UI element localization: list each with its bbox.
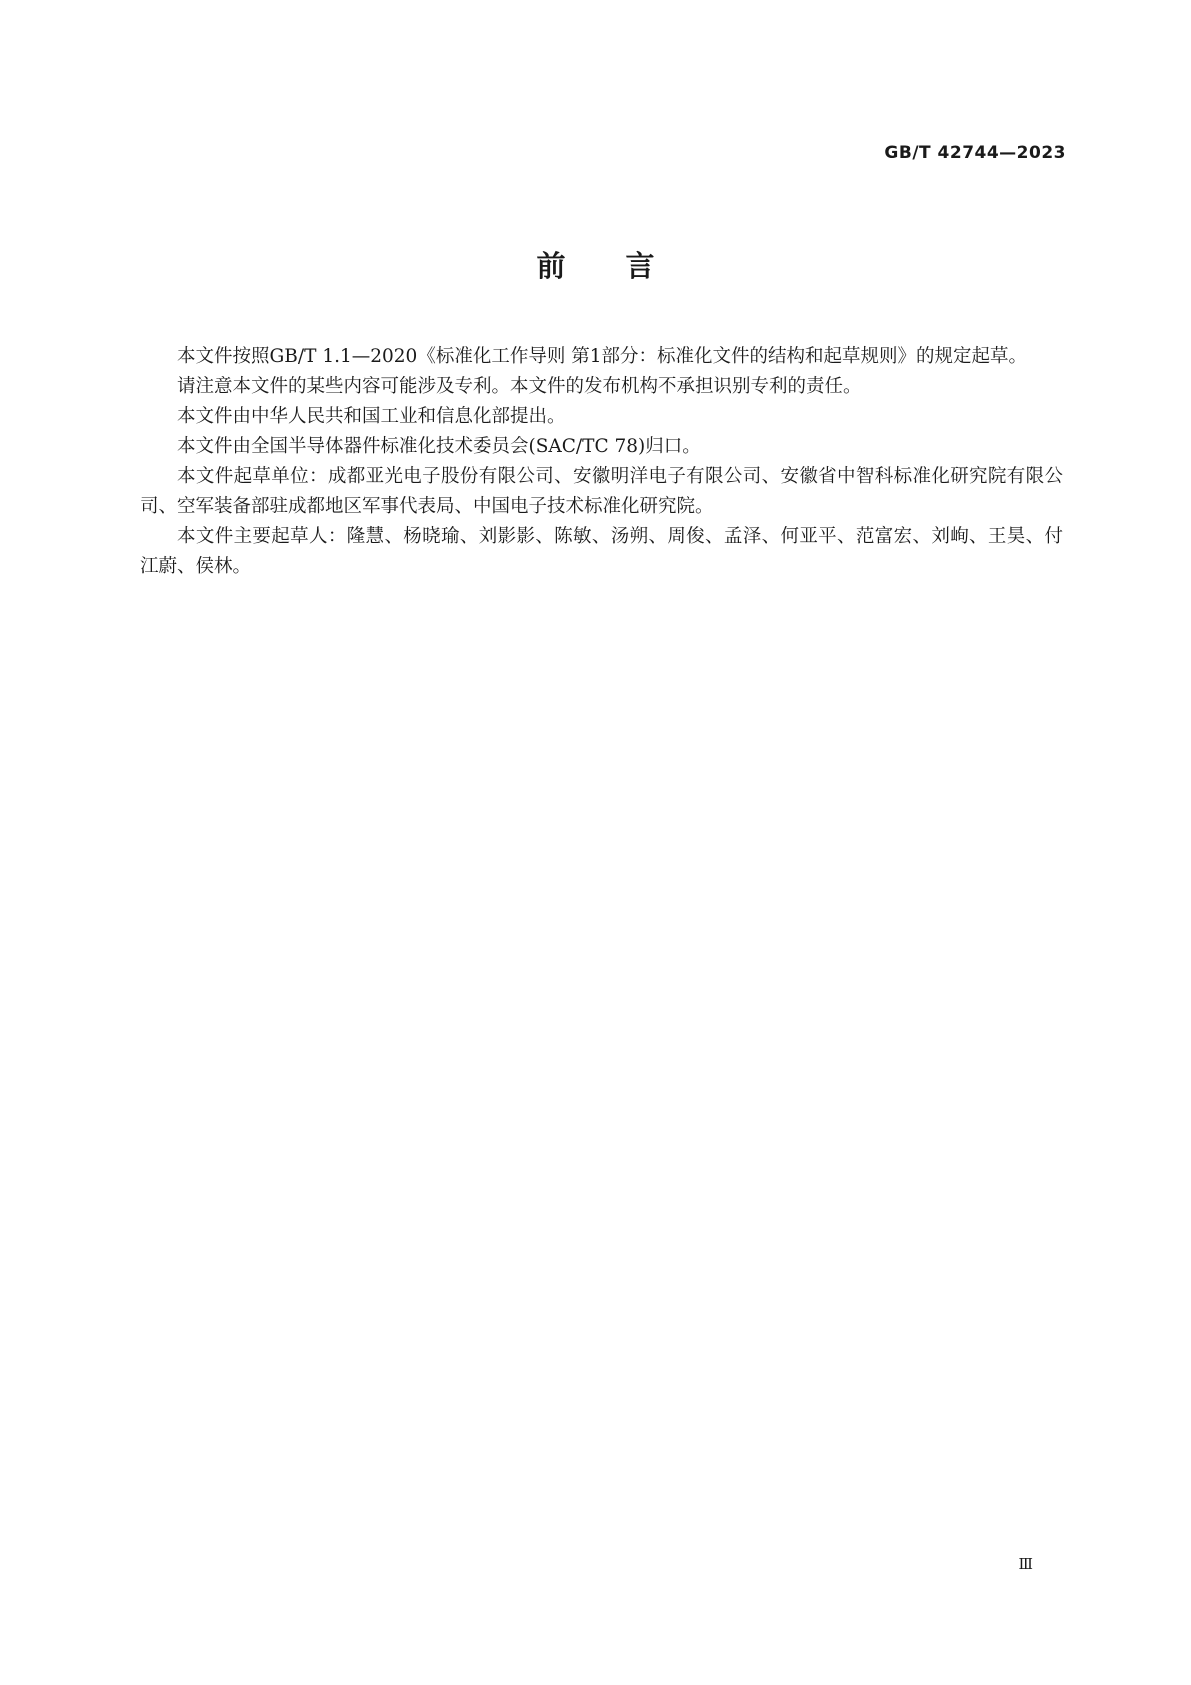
preface-body (140, 342, 1063, 582)
page-title: 前言 (536, 249, 715, 283)
page-number: Ⅲ (1018, 1555, 1033, 1573)
paragraph-drafters: 本文件主要起草人：隆慧、杨晓瑜、刘影影、陈敏、汤朔、周俊、孟泽、何亚平、范富宏、刘峋、王昊、付江蔚、侯林。 (140, 526, 1063, 577)
paragraph-patent-notice: 请注意本文件的某些内容可能涉及专利。本文件的发布机构不承担识别专利的责任。 (177, 376, 862, 397)
paragraph-technical-committee: 本文件由全国半导体器件标准化技术委员会(SAC/TC 78)归口。 (177, 436, 701, 457)
paragraph-proposer: 本文件由中华人民共和国工业和信息化部提出。 (177, 406, 566, 427)
paragraph-drafting-organizations: 本文件起草单位：成都亚光电子股份有限公司、安徽明洋电子有限公司、安徽省中智科标准化研究院有限公司、空军装备部驻成都地区军事代表局、中国电子技术标准化研究院。 (140, 466, 1063, 517)
document-code: GB/T 42744—2023 (884, 143, 1066, 163)
paragraph-drafting-rules: 本文件按照GB/T 1.1—2020《标准化工作导则 第1部分：标准化文件的结构和起草规则》的规定起草。 (177, 346, 1027, 367)
